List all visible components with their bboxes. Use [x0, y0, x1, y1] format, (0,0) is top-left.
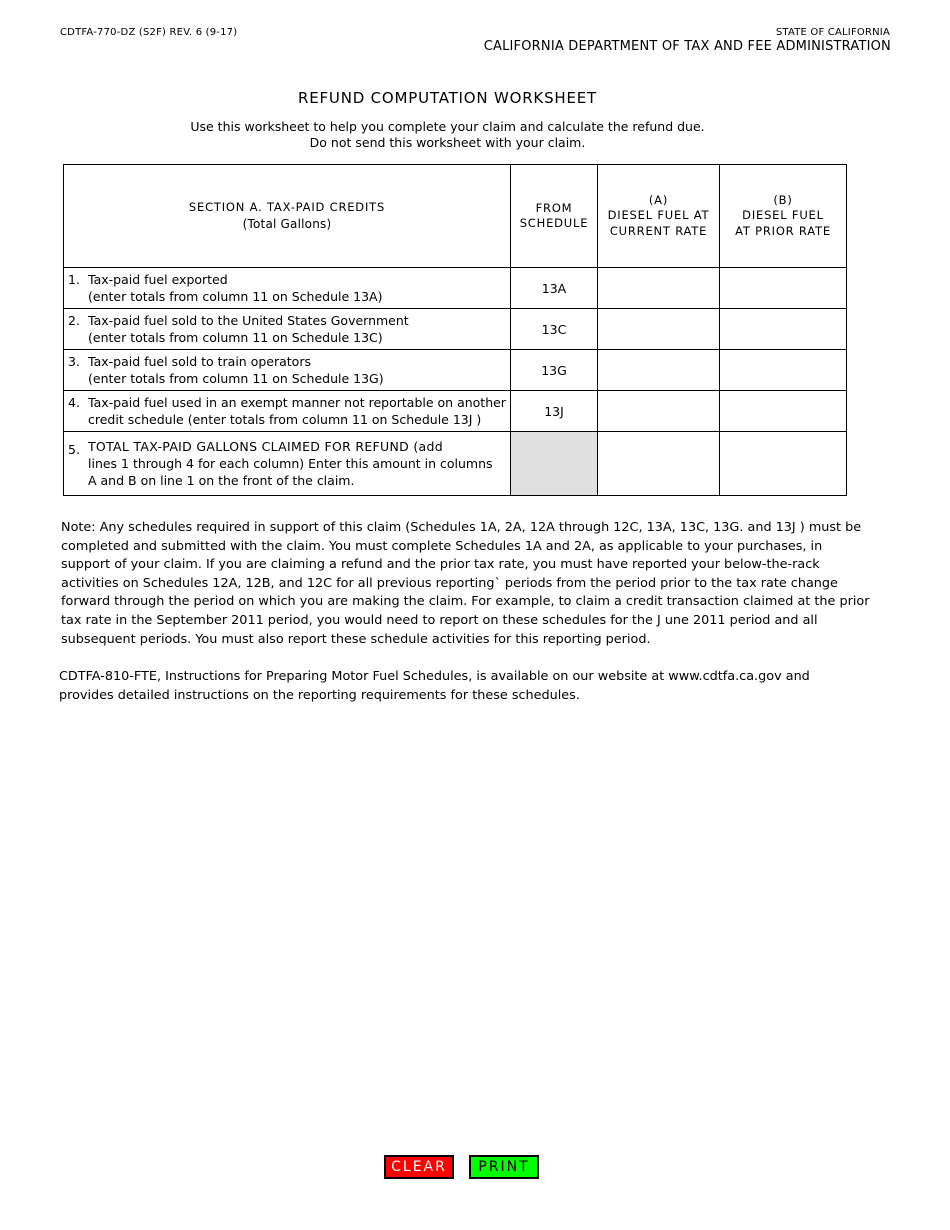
- note-line: support of your claim. If you are claiming a refund and the prior tax rate, you must have reported your below-the-rack: [61, 557, 820, 573]
- total-row: [64, 432, 847, 496]
- line2-column-b-input[interactable]: [720, 309, 847, 350]
- line-number: 3.: [68, 354, 80, 369]
- line-instruction: credit schedule (enter totals from column 11 on Schedule 13J ): [88, 412, 482, 427]
- note-line: tax rate in the September 2011 period, you would need to report on these schedules for the J une 2011 period and all: [61, 612, 818, 628]
- intro-line: Do not send this worksheet with your claim.: [309, 135, 586, 150]
- line-instruction: (enter totals from column 11 on Schedule 13G): [88, 371, 384, 386]
- header-line: DIESEL FUEL AT: [607, 208, 710, 223]
- header-line: AT PRIOR RATE: [735, 223, 831, 238]
- print-button[interactable]: PRINT: [469, 1155, 539, 1179]
- column-b-header: [720, 165, 847, 268]
- section-title: SECTION A. TAX-PAID CREDITS: [188, 200, 386, 214]
- line-text: Tax-paid fuel sold to the United States Government: [88, 313, 409, 328]
- table-row: [64, 391, 847, 432]
- note-line: activities on Schedules 12A, 12B, and 12C for all previous reporting` periods from the period prior to the tax rate change: [61, 575, 838, 591]
- line-number: 1.: [68, 272, 80, 287]
- table-row: [64, 309, 847, 350]
- from-schedule-header: [511, 165, 598, 268]
- schedule-cell: 13J: [511, 391, 598, 432]
- note-line: CDTFA-810-FTE, Instructions for Preparing Motor Fuel Schedules, is available on our website at www.cdtfa.ca.gov and: [59, 669, 810, 684]
- line-text: Tax-paid fuel exported: [88, 272, 228, 287]
- line1-column-b-input[interactable]: [720, 268, 847, 309]
- line3-column-a-input[interactable]: [598, 350, 720, 391]
- line-description: [64, 391, 511, 432]
- department-name: CALIFORNIA DEPARTMENT OF TAX AND FEE ADMINISTRATION: [483, 39, 891, 54]
- line-description: [64, 268, 511, 309]
- section-a-header: [64, 165, 511, 268]
- line-number: 2.: [68, 313, 80, 328]
- total-line: A and B on line 1 on the front of the claim.: [88, 473, 355, 488]
- line4-column-a-input[interactable]: [598, 391, 720, 432]
- line4-column-b-input[interactable]: [720, 391, 847, 432]
- line-number: 5.: [68, 442, 80, 457]
- intro-text: [0, 119, 895, 151]
- total-column-b-input[interactable]: [720, 432, 847, 496]
- state-label: STATE OF CALIFORNIA: [775, 27, 890, 38]
- header-line: (B): [773, 192, 793, 207]
- shaded-schedule-cell: [511, 432, 598, 496]
- line-description: [64, 350, 511, 391]
- line-description: [64, 309, 511, 350]
- form-id: CDTFA-770-DZ (S2F) REV. 6 (9-17): [60, 27, 238, 38]
- schedule-cell: 13A: [511, 268, 598, 309]
- section-subtitle: (Total Gallons): [242, 217, 332, 231]
- line-number: 4.: [68, 395, 80, 410]
- instructions-paragraph: [59, 668, 849, 705]
- note-line: subsequent periods. You must also report these schedule activities for this reporting period.: [61, 631, 651, 647]
- table-row: [64, 350, 847, 391]
- header-line: (A): [648, 192, 669, 207]
- total-description: [64, 432, 511, 496]
- column-a-header: [598, 165, 720, 268]
- line-text: Tax-paid fuel sold to train operators: [88, 354, 311, 369]
- total-column-a-input[interactable]: [598, 432, 720, 496]
- worksheet-table: [63, 164, 847, 496]
- note-line: completed and submitted with the claim. You must complete Schedules 1A and 2A, as applicable to your purchases, in: [61, 538, 823, 554]
- intro-line: Use this worksheet to help you complete your claim and calculate the refund due.: [190, 119, 705, 134]
- note-line: forward through the period on which you are making the claim. For example, to claim a credit transaction claimed at the prior: [61, 594, 870, 610]
- schedule-cell: 13G: [511, 350, 598, 391]
- note-line: Note: Any schedules required in support of this claim (Schedules 1A, 2A, 12A through 12C, 13A, 13C, 13G. and 13J ) must be: [61, 520, 862, 535]
- line-instruction: (enter totals from column 11 on Schedule 13A): [88, 289, 383, 304]
- line1-column-a-input[interactable]: [598, 268, 720, 309]
- line-instruction: (enter totals from column 11 on Schedule 13C): [88, 330, 383, 345]
- line3-column-b-input[interactable]: [720, 350, 847, 391]
- line2-column-a-input[interactable]: [598, 309, 720, 350]
- header-line: SCHEDULE: [519, 216, 589, 230]
- table-header-row: [64, 165, 847, 268]
- header-line: FROM: [535, 200, 573, 215]
- schedule-cell: 13C: [511, 309, 598, 350]
- note-paragraph: [61, 519, 870, 649]
- total-line: TOTAL TAX-PAID GALLONS CLAIMED FOR REFUND (add: [88, 439, 443, 454]
- line-text: Tax-paid fuel used in an exempt manner not reportable on another: [88, 395, 506, 410]
- note-line: provides detailed instructions on the reporting requirements for these schedules.: [59, 687, 580, 703]
- table-row: [64, 268, 847, 309]
- clear-button[interactable]: CLEAR: [384, 1155, 454, 1179]
- total-line: lines 1 through 4 for each column) Enter this amount in columns: [88, 456, 493, 471]
- page-title: REFUND COMPUTATION WORKSHEET: [298, 89, 597, 107]
- header-line: CURRENT RATE: [609, 223, 708, 238]
- header-line: DIESEL FUEL: [742, 208, 824, 223]
